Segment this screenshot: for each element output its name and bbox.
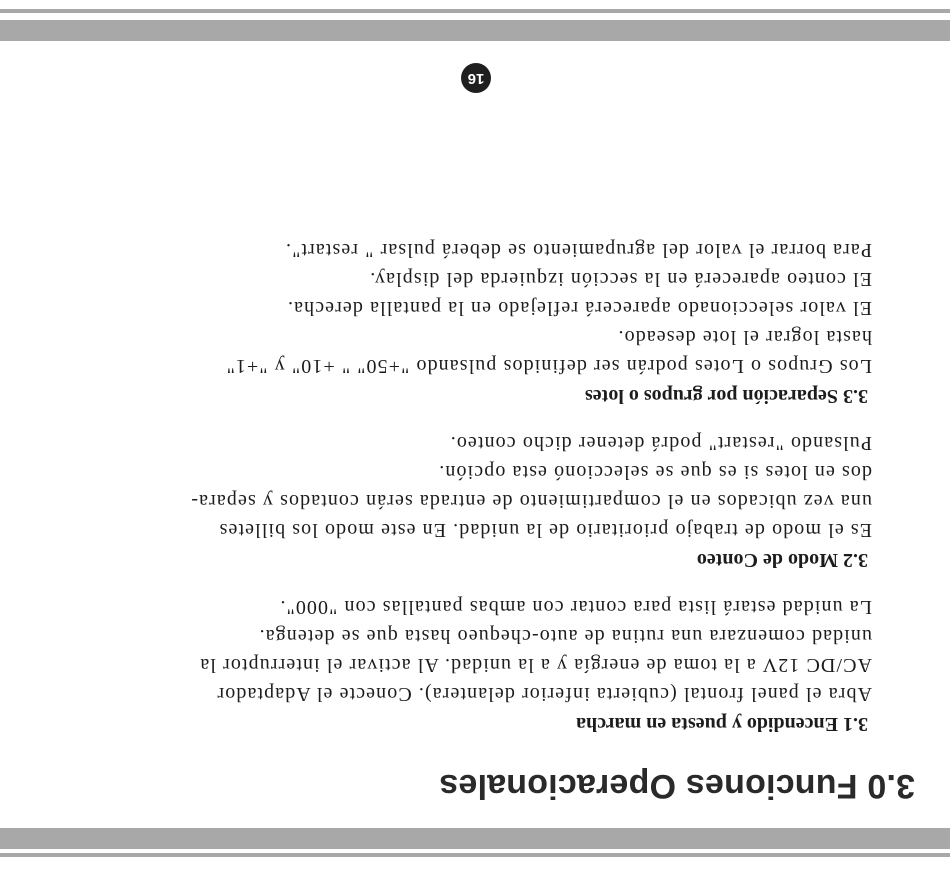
section-heading: 3.2 Modo de Conteo xyxy=(696,549,868,571)
section-modo-conteo xyxy=(72,428,872,572)
paragraph-line: Los Grupos o Lotes podrán ser definidos pulsando "+50" " +10" y "+1" xyxy=(225,355,872,377)
section-separacion-lotes xyxy=(72,235,872,408)
paragraph-line: Es el modo de trabajo prioritario de la unidad. En este modo los billetes xyxy=(218,519,872,541)
paragraph-line: dos en lotes si es que se seleccionó esta opción. xyxy=(438,461,872,483)
footer-rule-thin xyxy=(0,9,950,13)
footer-rule-thick xyxy=(0,20,950,41)
paragraph-line: AC/DC 12V a la toma de energía y a la unidad. Al activar el interruptor la xyxy=(199,654,872,676)
paragraph-line: unidad comenzara una rutina de auto-chequeo hasta que se detenga. xyxy=(258,625,872,647)
section-heading: 3.3 Separación por grupos o lotes xyxy=(585,385,868,407)
paragraph-line: El conteo aparecerá en la sección izquierda del display. xyxy=(369,268,872,290)
paragraph-line: Abra el panel frontal (cubierta inferior delantera). Conecte el Adaptador xyxy=(216,683,872,705)
paragraph-line: una vez ubicados en el compartimiento de entrada serán contados y separa- xyxy=(190,490,872,512)
page-title: 3.0 Funciones Operacionales xyxy=(439,767,915,805)
section-encendido xyxy=(72,592,872,736)
paragraph-line: Para borrar el valor del agrupamiento se deberá pulsar " restart". xyxy=(284,239,872,261)
paragraph-line: hasta lograr el lote deseado. xyxy=(617,326,872,348)
header-rule-thin xyxy=(0,853,950,857)
page-content xyxy=(72,215,872,736)
page-number-badge: 16 xyxy=(461,63,491,93)
paragraph-line: Pulsando "restart" podrá detener dicho conteo. xyxy=(449,432,872,454)
paragraph-line: La unidad estará lista para contar con ambas pantallas con "000". xyxy=(279,596,872,618)
paragraph-line: El valor seleccionado aparecerá reflejado en la pantalla derecha. xyxy=(286,297,872,319)
header-rule-thick xyxy=(0,828,950,849)
section-heading: 3.1 Encendido y puesta en marcha xyxy=(576,713,868,735)
